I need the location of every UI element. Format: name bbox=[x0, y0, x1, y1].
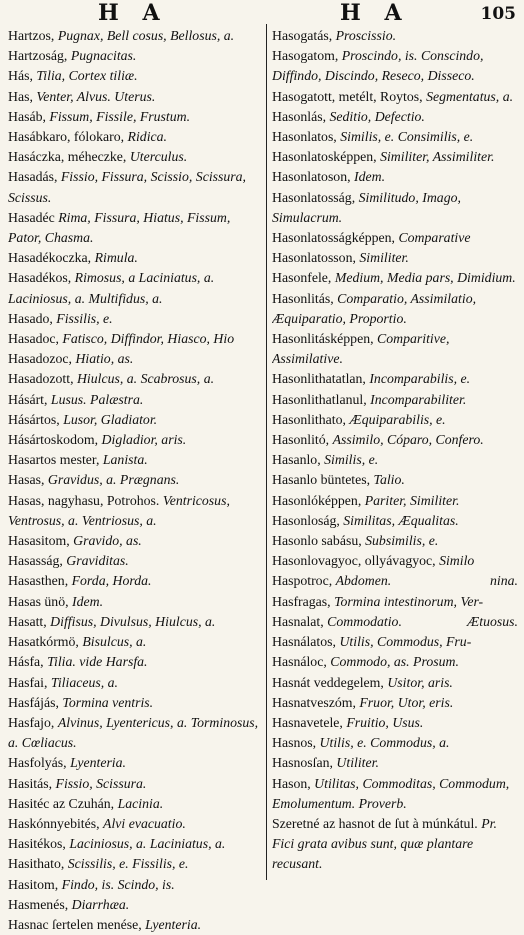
dictionary-entry bbox=[272, 107, 518, 127]
entry-headword: Hasonlo sabásu, bbox=[272, 533, 362, 549]
dictionary-entry bbox=[8, 875, 264, 895]
running-head-left: H A bbox=[98, 0, 168, 26]
entry-definition: Fruor, Utor, eris. bbox=[359, 694, 454, 710]
entry-definition: Forda, Horda. bbox=[71, 573, 152, 589]
entry-headword: Szeretné az hasnot de ſut à múnkátul. bbox=[272, 815, 478, 831]
entry-definition: Tilia, Cortex tiliæ. bbox=[36, 68, 138, 84]
entry-definition: Similis, e. Consimilis, e. bbox=[340, 129, 474, 145]
dictionary-entry bbox=[272, 289, 518, 329]
entry-headword: Hasatkórmö, bbox=[8, 634, 79, 650]
entry-headword: Hasonlatos, bbox=[272, 129, 337, 145]
running-head-right: H A bbox=[340, 0, 410, 26]
entry-headword: Hasanlo büntetes, bbox=[272, 472, 371, 488]
dictionary-entry bbox=[272, 87, 518, 107]
entry-definition: Gravidus, a. Prægnans. bbox=[47, 472, 180, 488]
entry-headword: Hasadozoc, bbox=[8, 351, 72, 367]
entry-definition: Seditio, Defectio. bbox=[329, 108, 425, 124]
entry-headword: Hasonlatosságképpen, bbox=[272, 230, 395, 246]
entry-definition: Fissum, Fissile, Frustum. bbox=[49, 108, 191, 124]
entry-definition: Similitudo, Imago, Simulacrum. bbox=[272, 189, 461, 225]
entry-definition: Diarrhæa. bbox=[71, 896, 130, 912]
dictionary-entry bbox=[272, 713, 518, 733]
entry-definition: Lanista. bbox=[102, 452, 148, 468]
dictionary-entry bbox=[272, 390, 518, 410]
entry-headword: Hasonlovagyoc, ollyávagyoc, bbox=[272, 553, 436, 569]
entry-headword: Hasasság, bbox=[8, 553, 63, 569]
dictionary-entry bbox=[8, 854, 264, 874]
entry-definition: Gravido, as. bbox=[73, 533, 142, 549]
dictionary-entry bbox=[272, 369, 518, 389]
entry-headword: Has, bbox=[8, 88, 33, 104]
dictionary-entry bbox=[8, 127, 264, 147]
dictionary-entry bbox=[8, 774, 264, 794]
entry-headword: Hasnavetele, bbox=[272, 714, 343, 730]
entry-definition: Venter, Alvus. Uterus. bbox=[36, 88, 156, 104]
dictionary-entry bbox=[272, 693, 518, 713]
dictionary-entry bbox=[272, 733, 518, 753]
entry-margin-note: Ætuosus. bbox=[467, 613, 518, 629]
entry-headword: Hasonlitásképpen, bbox=[272, 331, 374, 347]
entry-headword: Hasadéc bbox=[8, 209, 55, 225]
entry-headword: Hasnatveszóm, bbox=[272, 694, 356, 710]
entry-definition: Pugnacitas. bbox=[70, 48, 137, 64]
entry-headword: Hasnálatos, bbox=[272, 634, 336, 650]
entry-definition: Digladior, aris. bbox=[101, 432, 187, 448]
dictionary-entry bbox=[8, 309, 264, 329]
dictionary-entry bbox=[272, 450, 518, 470]
dictionary-entry bbox=[272, 470, 518, 490]
dictionary-entry bbox=[272, 652, 518, 672]
dictionary-entry bbox=[272, 632, 518, 652]
dictionary-entry bbox=[8, 531, 264, 551]
entry-definition: Comparitive, Assimilative. bbox=[272, 331, 450, 367]
entry-definition: Incomparabilis, e. bbox=[369, 371, 471, 387]
entry-headword: Hásárt, bbox=[8, 391, 48, 407]
dictionary-entry bbox=[8, 632, 264, 652]
dictionary-entry bbox=[8, 248, 264, 268]
entry-headword: Hasonlithatlanul, bbox=[272, 391, 367, 407]
entry-headword: Hasas, nagyhasu, Potrohos. bbox=[8, 492, 160, 508]
entry-headword: Hasadozott, bbox=[8, 371, 74, 387]
entry-definition: Rimosus, a Laciniatus, a. Laciniosus, a. Multifidus, a. bbox=[8, 270, 215, 306]
entry-headword: Hasfragas, bbox=[272, 593, 331, 609]
entry-headword: Hasogatom, bbox=[272, 48, 339, 64]
entry-definition: Segmentatus, a. bbox=[426, 88, 514, 104]
dictionary-entry bbox=[8, 450, 264, 470]
entry-definition: Alvi evacuatio. bbox=[103, 815, 186, 831]
entry-headword: Hasasitom, bbox=[8, 533, 70, 549]
dictionary-entry bbox=[8, 369, 264, 389]
entry-definition: Æquiparabilis, e. bbox=[349, 411, 446, 427]
entry-definition: Utilis, Commodus, Fru- bbox=[339, 634, 472, 650]
entry-headword: Hásártos, bbox=[8, 411, 60, 427]
entry-headword: Hasasthen, bbox=[8, 573, 69, 589]
dictionary-entry bbox=[8, 814, 264, 834]
entry-headword: Hasfajo, bbox=[8, 714, 55, 730]
entry-definition: Hiulcus, a. Scabrosus, a. bbox=[76, 371, 215, 387]
entry-definition: Tormina intestinorum, Ver- bbox=[334, 593, 484, 609]
entry-headword: Hasonlatosképpen, bbox=[272, 149, 377, 165]
dictionary-entry bbox=[272, 814, 518, 875]
dictionary-entry bbox=[8, 652, 264, 672]
entry-headword: Hasitékos, bbox=[8, 836, 66, 852]
dictionary-entry bbox=[8, 470, 264, 490]
entry-headword: Hasadékos, bbox=[8, 270, 72, 286]
entry-headword: Hásfa, bbox=[8, 654, 44, 670]
entry-headword: Hartzoság, bbox=[8, 48, 68, 64]
entry-headword: Hartzos, bbox=[8, 28, 55, 43]
entry-definition: Graviditas. bbox=[66, 553, 129, 569]
dictionary-entry bbox=[272, 753, 518, 773]
entry-definition: Fissio, Fissura, Scissio, Scissura, Scissus. bbox=[8, 169, 247, 205]
entry-definition: Lyenteria. bbox=[145, 916, 202, 932]
entry-headword: Hasonlithatatlan, bbox=[272, 371, 366, 387]
dictionary-entry bbox=[272, 46, 518, 86]
entry-headword: Hás, bbox=[8, 68, 33, 84]
entry-definition: Abdomen. bbox=[335, 573, 392, 589]
dictionary-entry bbox=[8, 592, 264, 612]
dictionary-entry bbox=[272, 127, 518, 147]
entry-definition: Utilis, e. Commodus, a. bbox=[319, 735, 450, 751]
entry-headword: Haskónnyebités, bbox=[8, 815, 100, 831]
entry-headword: Hasas, bbox=[8, 472, 45, 488]
dictionary-entry bbox=[8, 46, 264, 66]
dictionary-entry bbox=[8, 349, 264, 369]
entry-headword: Hasnosſan, bbox=[272, 755, 333, 771]
entry-definition: Ridica. bbox=[127, 129, 168, 145]
dictionary-entry bbox=[272, 592, 518, 612]
entry-definition: Idem. bbox=[72, 593, 104, 609]
entry-headword: Hasitom, bbox=[8, 876, 59, 892]
entry-definition: Findo, is. Scindo, is. bbox=[61, 876, 175, 892]
entry-headword: Hasadoc, bbox=[8, 331, 59, 347]
entry-definition: Incomparabiliter. bbox=[370, 391, 467, 407]
entry-headword: Hasmenés, bbox=[8, 896, 69, 912]
entry-headword: Hasonlóképpen, bbox=[272, 492, 362, 508]
dictionary-entry bbox=[8, 834, 264, 854]
dictionary-entry bbox=[272, 410, 518, 430]
entry-definition: Hiatio, as. bbox=[75, 351, 134, 367]
entry-definition: Medium, Media pars, Dimidium. bbox=[334, 270, 516, 286]
entry-headword: Hásártoskodom, bbox=[8, 432, 99, 448]
entry-definition: Commodo, as. Prosum. bbox=[330, 654, 459, 670]
entry-definition: Similis, e. bbox=[324, 452, 379, 468]
entry-definition: Laciniosus, a. Laciniatus, a. bbox=[69, 836, 226, 852]
entry-definition: Proscissio. bbox=[335, 28, 397, 43]
entry-definition: Assimilo, Cóparo, Confero. bbox=[332, 432, 484, 448]
dictionary-entry bbox=[8, 26, 264, 46]
dictionary-entry bbox=[8, 107, 264, 127]
dictionary-entry bbox=[272, 511, 518, 531]
entry-definition: Commodatio. bbox=[327, 613, 402, 629]
dictionary-entry bbox=[8, 673, 264, 693]
entry-headword: Hasnát veddegelem, bbox=[272, 674, 384, 690]
dictionary-entry bbox=[8, 753, 264, 773]
entry-definition: Lusor, Gladiator. bbox=[63, 411, 158, 427]
right-column bbox=[272, 26, 518, 875]
entry-definition: Talio. bbox=[373, 472, 405, 488]
entry-headword: Hasadás, bbox=[8, 169, 58, 185]
entry-definition: Similitas, Æqualitas. bbox=[343, 512, 459, 528]
dictionary-entry bbox=[8, 915, 264, 935]
entry-definition: Lacinia. bbox=[117, 795, 164, 811]
entry-margin-note: nina. bbox=[490, 573, 518, 589]
entry-definition: Bisulcus, a. bbox=[82, 634, 147, 650]
entry-definition: Alvinus, Lyentericus, a. Torminosus, a. Cœliacus. bbox=[8, 714, 259, 751]
entry-definition: Subsimilis, e. bbox=[365, 533, 439, 549]
entry-headword: Hasonlatosson, bbox=[272, 250, 356, 266]
dictionary-entry bbox=[272, 188, 518, 228]
dictionary-entry bbox=[272, 571, 518, 591]
dictionary-entry bbox=[8, 571, 264, 591]
page-number: 105 bbox=[480, 4, 516, 24]
entry-headword: Hasnos, bbox=[272, 735, 317, 751]
entry-definition: Tiliaceus, a. bbox=[50, 674, 118, 690]
entry-headword: Hasartos mester, bbox=[8, 452, 100, 468]
entry-headword: Hasonlithato, bbox=[272, 411, 346, 427]
entry-headword: Hasnalat, bbox=[272, 613, 324, 629]
dictionary-entry bbox=[8, 551, 264, 571]
entry-headword: Hasitás, bbox=[8, 775, 53, 791]
dictionary-entry bbox=[272, 551, 518, 571]
entry-definition: Uterculus. bbox=[129, 149, 188, 165]
entry-definition: Fatisco, Diffindor, Hiasco, Hio bbox=[62, 331, 235, 347]
entry-definition: Usitor, aris. bbox=[387, 674, 453, 690]
dictionary-entry bbox=[8, 612, 264, 632]
dictionary-entry bbox=[272, 268, 518, 288]
dictionary-entry bbox=[8, 87, 264, 107]
entry-headword: Hasonlatosság, bbox=[272, 189, 356, 205]
dictionary-entry bbox=[272, 491, 518, 511]
entry-headword: Hasáczka, méheczke, bbox=[8, 149, 127, 165]
entry-headword: Hasnáloc, bbox=[272, 654, 327, 670]
dictionary-entry bbox=[8, 147, 264, 167]
entry-definition: Tormina ventris. bbox=[62, 694, 154, 710]
entry-definition: Lusus. Palæstra. bbox=[50, 391, 144, 407]
entry-headword: Hasáb, bbox=[8, 108, 46, 124]
dictionary-entry bbox=[272, 147, 518, 167]
dictionary-entry bbox=[8, 208, 264, 248]
dictionary-entry bbox=[8, 895, 264, 915]
entry-headword: Hasogatás, bbox=[272, 28, 333, 43]
dictionary-entry bbox=[8, 167, 264, 207]
dictionary-entry bbox=[272, 673, 518, 693]
entry-definition: Rimula. bbox=[94, 250, 138, 266]
dictionary-entry bbox=[8, 794, 264, 814]
dictionary-entry bbox=[8, 713, 264, 753]
entry-headword: Hasas ünö, bbox=[8, 593, 69, 609]
dictionary-entry bbox=[8, 268, 264, 308]
dictionary-entry bbox=[8, 390, 264, 410]
dictionary-entry bbox=[8, 693, 264, 713]
entry-definition: Similiter. bbox=[359, 250, 409, 266]
entry-headword: Hasfájás, bbox=[8, 694, 59, 710]
entry-headword: Hasithato, bbox=[8, 856, 65, 872]
entry-definition: Pariter, Similiter. bbox=[364, 492, 460, 508]
entry-definition: Ventricosus, Ventrosus, a. Ventriosus, a. bbox=[8, 492, 230, 528]
dictionary-entry bbox=[8, 66, 264, 86]
entry-headword: Hasonlatoson, bbox=[272, 169, 351, 185]
entry-definition: Similo bbox=[439, 553, 475, 569]
entry-headword: Hasonlitó, bbox=[272, 432, 330, 448]
entry-headword: Hasábkaro, fólokaro, bbox=[8, 129, 125, 145]
entry-definition: Idem. bbox=[354, 169, 386, 185]
entry-definition: Similiter, Assimiliter. bbox=[380, 149, 495, 165]
dictionary-entry bbox=[272, 430, 518, 450]
entry-headword: Hasatt, bbox=[8, 613, 47, 629]
entry-definition: Fissio, Scissura. bbox=[55, 775, 147, 791]
entry-definition: Fissilis, e. bbox=[56, 310, 113, 326]
entry-headword: Hasonfele, bbox=[272, 270, 332, 286]
dictionary-entry bbox=[8, 329, 264, 349]
left-column bbox=[8, 26, 264, 935]
entry-headword: Hasado, bbox=[8, 310, 53, 326]
entry-definition: Proscindo, is. Conscindo, Diffindo, Discindo, Reseco, Disseco. bbox=[272, 48, 484, 84]
entry-headword: Hasonlitás, bbox=[272, 290, 334, 306]
entry-definition: Rima, Fissura, Hiatus, Fissum, Pator, Chasma. bbox=[8, 209, 231, 246]
entry-headword: Hasonlás, bbox=[272, 108, 327, 124]
dictionary-entry bbox=[272, 774, 518, 814]
entry-headword: Hasadékoczka, bbox=[8, 250, 92, 266]
entry-headword: Hason, bbox=[272, 775, 311, 791]
dictionary-entry bbox=[8, 491, 264, 531]
dictionary-entry bbox=[272, 612, 518, 632]
entry-definition: Fruitio, Usus. bbox=[346, 714, 424, 730]
entry-headword: Haspotroc, bbox=[272, 573, 333, 589]
dictionary-entry bbox=[8, 410, 264, 430]
dictionary-entry bbox=[272, 26, 518, 46]
entry-definition: Scissilis, e. Fissilis, e. bbox=[67, 856, 189, 872]
entry-headword: Hasonloság, bbox=[272, 512, 340, 528]
entry-definition: Comparatio, Assimilatio, Æquiparatio, Proportio. bbox=[272, 290, 477, 326]
entry-definition: Comparative bbox=[398, 230, 471, 246]
entry-definition: Lyenteria. bbox=[70, 755, 126, 771]
entry-definition: Pugnax, Bell cosus, Bellosus, a. bbox=[57, 28, 235, 43]
entry-headword: Hasitéc az Czuhán, bbox=[8, 795, 115, 811]
column-divider bbox=[266, 24, 267, 880]
dictionary-entry bbox=[272, 329, 518, 369]
dictionary-entry bbox=[272, 167, 518, 187]
entry-headword: Hasogatott, metélt, Roytos, bbox=[272, 88, 423, 104]
entry-headword: Hasfolyás, bbox=[8, 755, 67, 771]
dictionary-entry bbox=[272, 531, 518, 551]
entry-definition: Pr. Fici grata avibus sunt, quæ plantare recusant. bbox=[272, 815, 497, 872]
entry-headword: Hasfai, bbox=[8, 674, 48, 690]
entry-headword: Hasnac ſertelen menése, bbox=[8, 916, 142, 932]
dictionary-entry bbox=[272, 248, 518, 268]
entry-definition: Utilitas, Commoditas, Commodum, Emolumentum. Proverb. bbox=[272, 775, 510, 811]
entry-definition: Diffisus, Divulsus, Hiulcus, a. bbox=[50, 613, 216, 629]
entry-headword: Hasanlo, bbox=[272, 452, 321, 468]
entry-definition: Utiliter. bbox=[336, 755, 379, 771]
entry-definition: Tilia. vide Harsfa. bbox=[47, 654, 148, 670]
dictionary-entry bbox=[8, 430, 264, 450]
dictionary-entry bbox=[272, 228, 518, 248]
